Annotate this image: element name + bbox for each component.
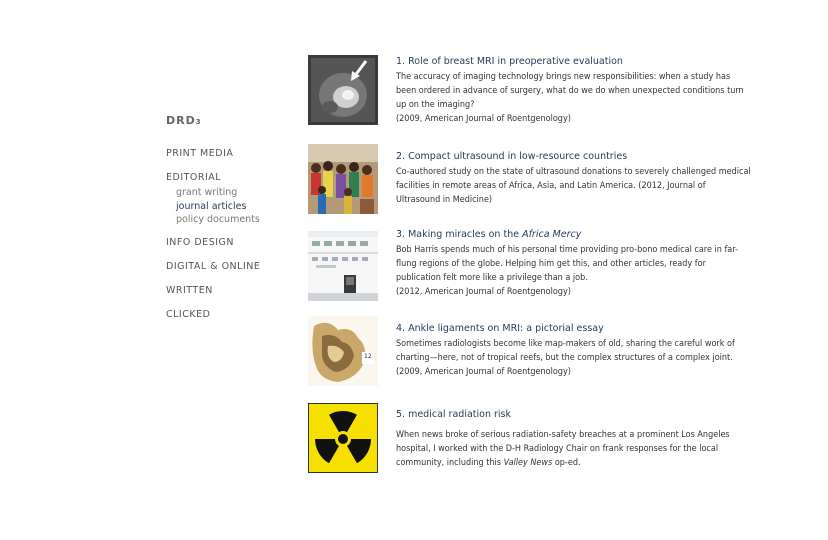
nav-editorial[interactable]: EDITORIAL — [166, 172, 222, 183]
ankle-mri-thumbnail[interactable] — [308, 316, 378, 386]
radiation-icon — [308, 403, 378, 473]
brand-logo[interactable] — [166, 114, 202, 127]
article-text — [396, 150, 752, 207]
body-text-end: op-ed. — [552, 458, 581, 468]
radiation-symbol-thumbnail[interactable] — [308, 403, 378, 473]
nav-written[interactable]: WRITTEN — [166, 284, 213, 296]
body-text: When news broke of serious radiation-safety breaches at a prominent Los Angeles hospital, I worked with the D-H Radiology Chair on frank responses for the local community, including this — [396, 430, 730, 468]
article-body: The accuracy of imaging technology brings new responsibilities: when a study has been ordered in advance of surgery, what do we do when unexpected conditions turn up on the imaging? — [396, 72, 744, 110]
nav-clicked[interactable]: CLICKED — [166, 308, 211, 320]
nav-digital-online[interactable]: DIGITAL & ONLINE — [166, 260, 261, 272]
article-title[interactable]: 1. Role of breast MRI in preoperative evaluation — [396, 56, 623, 67]
article-title[interactable]: 5. medical radiation risk — [396, 409, 511, 420]
article-text — [396, 55, 752, 126]
article-citation: (2012, American Journal of Roentgenology) — [396, 287, 571, 297]
nav-sub-grant-writing[interactable]: grant writing — [176, 187, 238, 198]
publication-name[interactable]: Valley News — [503, 458, 553, 468]
article-body: Sometimes radiologists become like map-makers of old, sharing the careful work of charting—here, not of tropical reefs, but the complex structures of a complex joint. (2009, American Journal of Roentgenology) — [396, 339, 735, 377]
thumbnail-label: 12 — [364, 353, 372, 360]
article-text — [396, 408, 752, 470]
editorial-submenu — [166, 186, 286, 227]
breast-mri-thumbnail[interactable] — [308, 55, 378, 125]
article-citation: (2009, American Journal of Roentgenology) — [396, 114, 571, 124]
main-nav — [166, 148, 286, 333]
nav-info-design[interactable]: INFO DESIGN — [166, 236, 234, 248]
title-prefix: 3. Making miracles on the — [396, 229, 523, 240]
article-body: Bob Harris spends much of his personal time providing pro-bono medical care in far-flung regions of the globe. Helping him get this, and other articles, ready for publication felt more like a privilege than a job. — [396, 245, 738, 283]
article-body — [396, 428, 752, 470]
nav-sub-journal-articles[interactable]: journal articles — [176, 200, 247, 212]
article-text — [396, 228, 752, 299]
article-title[interactable] — [396, 228, 752, 241]
africa-mercy-ship-thumbnail[interactable] — [308, 231, 378, 301]
article-title[interactable]: 2. Compact ultrasound in low-resource countries — [396, 151, 628, 162]
article-body: Co-authored study on the state of ultrasound donations to severely challenged medical facilities in remote areas of Africa, Asia, and Latin America. (2012, Journal of Ultrasound in Medicine) — [396, 167, 751, 205]
brand-subscript: 3 — [195, 118, 202, 126]
article-text — [396, 322, 752, 379]
brand-name: DRD — [166, 114, 196, 127]
article-title[interactable]: 4. Ankle ligaments on MRI: a pictorial essay — [396, 323, 604, 334]
nav-sub-policy-documents[interactable]: policy documents — [176, 214, 260, 225]
title-ship-name: Africa Mercy — [522, 229, 582, 240]
nav-print-media[interactable]: PRINT MEDIA — [166, 148, 234, 159]
ultrasound-africa-thumbnail[interactable] — [308, 144, 378, 214]
